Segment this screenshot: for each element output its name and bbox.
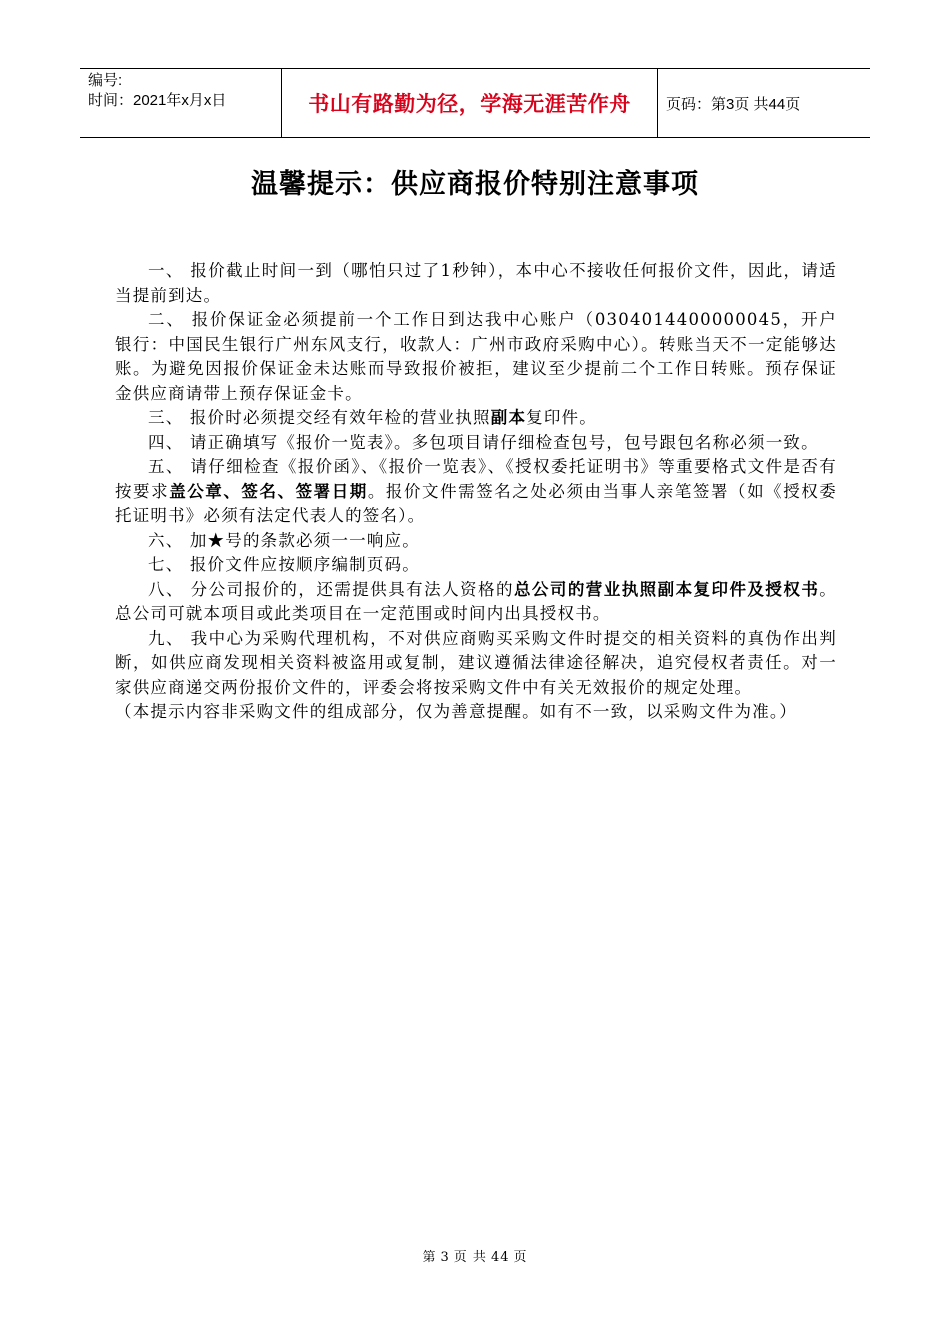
page-footer — [0, 1246, 950, 1265]
notice-item-5-tail: 。报价文件需签名之处必须由当事人亲笔签署（如《授权委托证明书》必须有法定代表人的签名）。 — [115, 481, 838, 525]
notice-item-4: 四、 请正确填写《报价一览表》。多包项目请仔细检查包号，包号跟包名称必须一致。 — [148, 432, 819, 452]
notice-item-7: 七、 报价文件应按顺序编制页码。 — [148, 555, 420, 574]
notice-body — [115, 259, 837, 725]
page-title: 温馨提示：供应商报价特别注意事项 — [251, 169, 699, 200]
notice-item-5-emphasis: 盖公章、签名、签署日期 — [169, 481, 368, 501]
notice-disclaimer: （本提示内容非采购文件的组成部分，仅为善意提醒。如有不一致，以采购文件为准。） — [115, 702, 798, 721]
notice-item-3 — [115, 406, 837, 431]
notice-item-8-tail: 。总公司可就本项目或此类项目在一定范围或时间内出具授权书。 — [115, 579, 837, 623]
notice-item-9: 九、 我中心为采购代理机构，不对供应商购买采购文件时提交的相关资料的真伪作出判断，如供应商发现相关资料被盗用或复制，建议遵循法律途径解决，追究侵权者责任。对一家供应商递交两份报价文件的，评委会将按采购文件中有关无效报价的规定处理。 — [115, 628, 837, 697]
notice-item-3-emphasis: 副本 — [490, 408, 527, 427]
notice-item-3-text: 三、 报价时必须提交经有效年检的营业执照 — [148, 408, 491, 427]
page-header — [80, 68, 870, 138]
notice-item-5 — [115, 455, 837, 529]
header-meta — [80, 69, 282, 137]
notice-item-3-tail: 复印件。 — [526, 408, 597, 427]
footer-suffix: 页 — [513, 1250, 528, 1265]
footer-prefix: 第 — [422, 1250, 437, 1265]
notice-item-2: 二、 报价保证金必须提前一个工作日到达我中心账户（0304014400000045，开户银行：中国民生银行广州东风支行，收款人：广州市政府采购中心）。转账当天不一定能够达账。为避免因报价保证金未达账而导致报价被拒，建议至少提前二个工作日转账。预存保证金供应商请带上预存保证金卡。 — [115, 310, 837, 403]
notice-item-8 — [115, 578, 837, 627]
document-number-label: 编号: — [88, 72, 123, 89]
header-page-number: 页码：第3页 共44页 — [666, 95, 801, 113]
footer-total-pages: 44 — [490, 1250, 510, 1265]
footer-page-number: 3 — [440, 1250, 450, 1265]
document-time-label: 时间：2021年x月x日 — [88, 92, 227, 109]
notice-item-8-emphasis: 总公司的营业执照副本复印件及授权书 — [513, 579, 820, 599]
header-motto: 书山有路勤为径，学海无涯苦作舟 — [282, 69, 658, 137]
notice-item-6: 六、 加★号的条款必须一一响应。 — [148, 530, 420, 550]
notice-item-5-text: 五、 请仔细检查《报价函》、《报价一览表》、《授权委托证明书》等重要格式文件是否有按要求 — [115, 457, 837, 501]
footer-middle: 页 共 — [453, 1250, 487, 1265]
notice-item-1: 一、 报价截止时间一到（哪怕只过了1秒钟），本中心不接收任何报价文件，因此，请适当提前到达。 — [115, 261, 837, 305]
notice-item-8-text: 八、 分公司报价的，还需提供具有法人资格的 — [148, 579, 514, 599]
